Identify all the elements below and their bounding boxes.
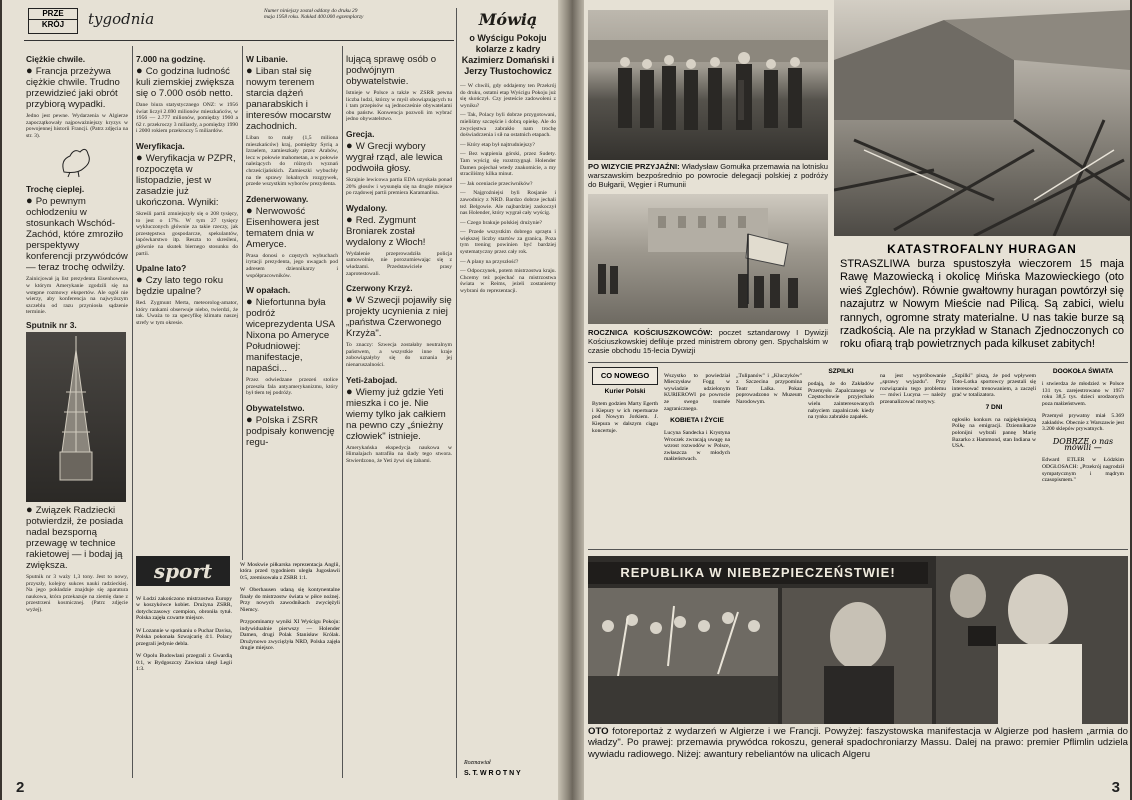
co-nowego-col-6	[952, 367, 1036, 455]
column-rule	[132, 46, 133, 778]
page-number-right: 3	[1111, 779, 1120, 796]
text-w-libanie: Liban to mały (1,5 miliona mieszkańców) kraj, pomiędzy Syrią a Izraelem, zamieszkały przez Arabów, lecz w połowie mahometan, a w połowie należących do różnych wyznań chrześcijańskich. Zamieszki wybuchły na tle sprawy lokalnych rozgrywek, przede wszystkim wyborów prezydenta.	[246, 135, 338, 188]
interview-paragraph: — Najgroźniejsi byli Rosjanie i zawodnicy z NRD. Bardzo dobrze jechali też Belgowie. Ale najbardziej zaskoczył nas Holender, który wygrał cały wyścig.	[460, 190, 556, 217]
sport-text: W Oberhausen udaną się kontynentalne finały do mistrzostw świata w piłce nożnej. Przy nowych zawodnikach zwyciężyli Niemcy.	[240, 586, 340, 613]
heading-sputnik: Sputnik nr 3.	[26, 319, 77, 330]
text-w-opalach: Przez odwiedzane przezeń stolice przeszła fala antyamerykanizmu, który był tłem tej podróży.	[246, 377, 338, 397]
heading-w-libanie: W Libanie.	[246, 54, 288, 64]
column-rule	[242, 46, 243, 560]
photo-kosciuszko-parade	[588, 194, 828, 324]
heading-obywatelstwo: Obywatelstwo.	[246, 402, 305, 413]
algier-photos	[588, 556, 1128, 724]
co-nowego-text: ogłosiło konkurs na najpiękniejszą Polkę na emigracji. Dziennikarze polonijni wybrali pannę Marię Bazarko z Hammond, stan Indiana w USA.	[952, 416, 1036, 450]
spine-gutter	[558, 0, 584, 800]
column-4	[346, 54, 452, 780]
text-ciezkie-chwile: Jedno jest pewne. Wydarzenia w Algierze zapoczątkowały najpoważniejszy kryzys w powojennej historii Francji. (Patrz zdjęcia na str. 3).	[26, 113, 128, 139]
lead-obywatelstwo-cont: lującą sprawę osób o podwójnym obywatelstwie.	[346, 54, 437, 87]
column-2	[136, 54, 238, 480]
mowia-byline: S. T. W R O T N Y	[464, 770, 521, 777]
lead-upalne-lato: ● Czy lato tego roku będzie upalne?	[136, 274, 224, 298]
heading-troche-cieplej: Trochę cieplej.	[26, 184, 85, 195]
lead-ciezkie-chwile: ● Francja przeżywa ciężkie chwile. Trudno przewidzieć jaki obrót przybiorą wypadki.	[26, 65, 120, 110]
dobrze-o-nas-note: DOBRZE o nas mówili —	[1052, 436, 1114, 453]
logo-bottom: KRÓJ	[41, 20, 65, 29]
masthead-rule	[24, 40, 454, 41]
lead-czerwony-krzyz: ● W Szwecji pojawiły się projekty ucynienia z niej „państwa Czerwonego Krzyża".	[346, 294, 452, 340]
mowia-body	[460, 83, 556, 295]
lead-weryfikacja: ● Weryfikacja w PZPR, rozpoczęta w listopadzie, jest w zasadzie już ukończona. Wyniki:	[136, 151, 236, 208]
heading-wydalony: Wydalony.	[346, 202, 388, 213]
hurricane-title: KATASTROFALNY HURAGAN	[887, 242, 1077, 256]
co-nowego-col-2	[664, 367, 730, 469]
text-obywatelstwo: Istnieje w Polsce a także w ZSRR pewna liczba ludzi, którzy w myśl obowiązujących tu i tam przepisów są jednocześnie obywatelami obu państw. Konwencja pozwoli im wybrać jedno obywatelstwo.	[346, 90, 452, 123]
heading-czerwony-krzyz: Czerwony Krzyż.	[346, 283, 413, 294]
left-page	[2, 0, 558, 800]
co-nowego-text: Wszystko to powiedział Mieczysław Fogg w wywiadzie udzielonym KURIEROWI po powrocie ze swego tournée zagranicznego.	[664, 372, 730, 412]
lead-yeti: ● Wiemy już gdzie Yeti mieszka i co je. Nie wiemy tylko jak całkiem na pewno czy „śnieżny człowiek" istnieje.	[346, 385, 446, 442]
7-dni-heading: 7 DNI	[985, 403, 1003, 411]
szpilki-heading: SZPILKI	[828, 368, 854, 375]
dookola-swiata-heading: DOOKOŁA ŚWIATA	[1052, 368, 1114, 375]
right-page	[584, 0, 1130, 800]
co-nowego-col-1	[592, 387, 658, 440]
text-weryfikacja: Skreśli partii zmniejszyły się o 208 tysięcy, to jest o 17%. W tym 27 tysięcy wykluczonych głównie za takie rzeczy, jak przestępstwa gospodarcze, spekulantów, łapówkarstwo itp. Reszta to skreśleni, głównie na skutek biernego stosunku do partii.	[136, 210, 238, 257]
column-rule	[456, 8, 457, 778]
caption-algier: OTO fotoreportaż z wydarzeń w Algierze i we Francji. Powyżej: faszystowska manifestacja w Algierze pod hasłem „armia do władzy". Po prawej: przemawia prywódca rokoszu, generał spadochroniarzy Massu. Dalej na prawo: premier Pflimlin udziela wywiadu radiowego. Niżej: awantury rebeliantów na ulicach Algeru	[588, 726, 1128, 760]
mowia-subtitle: o Wyścigu Pokoju kolarze z kadry Kazimierz Domański i Jerzy Tłustochowicz	[461, 33, 555, 76]
sport-col-2	[240, 556, 340, 658]
column-rule	[342, 46, 343, 778]
co-nowego-text: na jest wypróbowanie „sprawy wyjazdu". Przy rozwiązaniu tego problemu — mówi Lucyna — należy przeanalizować motywy.	[880, 372, 946, 405]
interview-paragraph: — Jak oceniacie przeciwników?	[460, 180, 533, 187]
caption-gomulka: PO WIZYCIE PRZYJAŹNI: Władysław Gomułka przemawia na lotnisku warszawskim bezpośrednio po powrocie delegacji polskiej z podróży do Bułgarii, Węgier i Rumunii	[588, 162, 828, 189]
mowia-byline-label: Rozmawiał	[464, 760, 491, 766]
column-1	[26, 54, 128, 780]
lead-7000: ● Co godzina ludność kuli ziemskiej zwiększa się o 7.000 osób netto.	[136, 65, 235, 99]
lead-sputnik: ● Związek Radziecki potwierdził, że posiada nadal bezsporną przewagę w technice rakietowej — i bodaj ją zwiększa.	[26, 503, 124, 571]
co-nowego-section	[588, 362, 1128, 550]
algier-photo-block	[588, 556, 1128, 724]
hurricane-article	[840, 242, 1124, 352]
photo-gomulka-airport	[588, 10, 828, 160]
page-number-left: 2	[16, 779, 25, 796]
heading-yeti: Yeti-żabojad.	[346, 374, 398, 385]
lead-w-opalach: ● Niefortunna była podróż wiceprezydenta USA Nixona po Ameryce Południowej: manifestacje, napaści...	[246, 296, 335, 375]
co-nowego-logo: CO NOWEGO	[592, 367, 658, 385]
rooster-illustration	[56, 142, 96, 178]
text-czerwony-krzyz: To znaczy: Szwecja zostałaby neutralnym państwem, a wszystkie inne kraje zobowiązałyby się do uznania jej nienaruszalności.	[346, 342, 452, 368]
mowia-column	[460, 10, 556, 780]
masthead-title: tygodnia	[88, 10, 155, 28]
interview-paragraph: — Czego brakuje polskiej drużynie?	[460, 219, 543, 226]
sport-title: sport	[136, 556, 230, 586]
co-nowego-col-5	[880, 367, 946, 411]
mowia-title: Mówią	[478, 10, 538, 29]
text-yeti: Amerykańska ekspedycja naukowa w Himalajach natrafiła na ślady tego stwora. Stwierdzono, że Yeti żywi się żabami.	[346, 444, 452, 464]
issue-note: Numer niniejszy został oddany do druku 29 maja 1958 roku. Nakład 400.000 egzemplarzy	[264, 8, 364, 21]
sport-col-1	[136, 590, 232, 678]
heading-weryfikacja: Weryfikacja.	[136, 140, 185, 151]
sport-text: W Opolu Budowlani przegrali z Gwardią 0:1, w Bydgoszczy Zawisza uległ Legii 1:3.	[136, 652, 232, 673]
interview-paragraph: — Odpoczynek, potem mistrzostwa kraju. Chcemy też pojechać na mistrzostwa świata w Reims, jeżeli zostaniemy wybrani do reprezentacji.	[460, 268, 556, 295]
lead-troche-cieplej: ● Po pewnym ochłodzeniu w stosunkach Wschód-Zachód, które zmroziło perspektywy konferencji przywódców — teraz trochę odwilży.	[26, 195, 128, 274]
lead-zdenerwowany: ● Nerwowość Eisenhowera jest tematem dnia w Ameryce.	[246, 204, 320, 250]
algier-banner: REPUBLIKA W NIEBEZPIECZEŃSTWIE!	[588, 562, 928, 584]
co-nowego-text: Lucyna Sandecka i Krystyna Wroczek zwracają uwagę na wzrost rozwodów w Polsce, zwłaszcza w młodych małżeństwach.	[664, 429, 730, 463]
text-sputnik: Sputnik nr 3 waży 1,3 tony. Jest to nowy, przyszły, kolejny sukces nauki radzieckiej. Na jego pokładzie znajduje się aparatura naukowa, która przekazuje na ziemię dane z przestrzeni kosmicznej. (Patrz zdjęcie wyżej).	[26, 573, 128, 613]
co-nowego-text: podają, że do Zakładów Przemysłu Zapalczanego w Częstochowie przyjechało wielu zainteresowanych nabyciem zapalniczek kiedy na rynku zabrakło zapałek.	[808, 381, 874, 421]
text-7000: Dane biura statystycznego ONZ: w 1956 świat liczył 2.690 milionów mieszkańców, w 1956 — 2.777 milionów, pomiędzy 1960 a 62 r. przekroczy 3 miliardy, a pomiędzy 1990 i 2000 rokiem przekroczy 5 miliardów.	[136, 102, 238, 135]
interview-paragraph: — Bez wątpienia górski, przez Sudety. Tam wyścig się rozstrzygnął. Holender Damen pojechał wtedy znakomicie, a my straciliśmy kilka minut.	[460, 151, 556, 178]
sport-text: W Moskwie piłkarska reprezentacja Anglii, która przed tygodniem uległa Jugosławii 0:5, zremisowała z ZSRR 1:1.	[240, 561, 340, 581]
lead-w-libanie: ● Liban stał się nowym terenem starcia dążeń panarabskich i interesów mocarstw zachodnich.	[246, 65, 331, 132]
sport-text: Przypominamy wyniki XI Wyścigu Pokoju: indywidualnie pierwszy — Holender Damen, drugi Polak Stanisław Królak. Drużynowo zwyciężyła NRD, Polska zajęła drugie miejsce.	[240, 618, 340, 652]
sputnik-illustration	[26, 332, 126, 502]
heading-grecja: Grecja.	[346, 128, 375, 139]
co-nowego-text: „Tulipanów" i „Kluczyków" z Szczecina przypomina Teatr Lalka. Pokaz poprowadzono w Muzeum Narodowym.	[736, 372, 802, 405]
co-nowego-text: „Szpilki" piszą, że pod wpływem Toto-Lotka sportowcy przestali się interesować trenowaniem, a zaczęli grać w totalizatora.	[952, 372, 1036, 399]
kobieta-i-zycie-heading: KOBIETA I ŻYCIE	[670, 416, 724, 424]
sport-text: W Łodzi zakończono mistrzostwa Europy w koszykówce kobiet. Drużyna ZSRR, dotychczasowy czempion, obroniła tytuł. Polska zajęła czwarte miejsce.	[136, 595, 232, 622]
text-troche-cieplej: Zainicjował ją list prezydenta Eisenhowera, w którym Amerykanie zgodzili się na wstępne rozmowy ekspertów. Ale ogół nie wierzy, aby konferencja na najwyższym szczeblu od razu przyniosła sądzenie terminie.	[26, 276, 128, 316]
co-nowego-text: Przemysł prywatny miał 5.369 zakładów. Obecnie z Warszawie jest 3.200 sklepów prywatnych.	[1042, 413, 1124, 433]
co-nowego-text: Bytem godzien Marty Egerth i Kiepury w ich repertuarze pod Nowym Jorkiem. J. Kiepura w dalszym ciągu koncertuje.	[592, 401, 658, 434]
interview-paragraph: — W chwili, gdy oddajemy ten Przekrój do druku, ostatni etap Wyścigu Pokoju już się skończył. Czy jesteście zadowoleni z wyniku?	[460, 83, 556, 109]
interview-paragraph: — Tak, Polacy byli dobrze przygotowani, mieliśmy szczęście i dobrą opiekę. Ale do zwycięstwa zabrakło nam trochę doświadczenia i sił na ostatnich etapach.	[460, 112, 556, 139]
hurricane-text: STRASZLIWA burza spustoszyła wieczorem 15 maja Rawę Mazowiecką i okolicę Mińska Mazowieckiego (oto wieś Zglechów). Równie gwałtowny huragan powtórzył się nazajutrz w Nowym Mieście nad Pilicą. Są zabici, wielu rannych, ogromne straty materialne. U nas takie burze są rzadkością. Ale na przykład w Stanach Zjednoczonych co roku ofiarą trąb powietrznych pada kilkuset zabitych!	[840, 258, 1124, 351]
interview-paragraph: — Przede wszystkim dobrego sprzętu i większej liczby startów za granicą. Poza tym trening powinien być bardziej systematyczny przez cały rok.	[460, 229, 556, 256]
co-nowego-text: i stwierdza że młodzież w Polsce 131 tys. zarejestrowano w 1957 roku 38,5 tys. dzieci urodzonych poza małżeństwem.	[1042, 381, 1124, 407]
text-upalne-lato: Red. Zygmunt Merta, meteorolog-amator, który rankami obserwuje niebo, twierdzi, że tak. Uważa to za specyfikę klimatu naszej strefy w tym okresie.	[136, 300, 238, 326]
co-nowego-col-7	[1042, 367, 1124, 489]
sport-text: W Lozannie w spotkaniu o Puchar Davisa, Polska pokonała Szwajcarię 4:1. Polacy przegrali jedynie debla.	[136, 627, 232, 647]
heading-7000: 7.000 na godzinę.	[136, 54, 206, 64]
kurier-polski-heading: Kurier Polski	[604, 388, 646, 395]
photo-hurricane-debris	[834, 0, 1130, 236]
co-nowego-text: Edward ETLER w Łódzkim ODGŁOSACH: „Przekrój nagrodził sympatycznym i mądrym czasopismem."	[1042, 457, 1124, 484]
lead-wydalony: ● Red. Zygmunt Broniarek został wydalony z Włoch!	[346, 213, 426, 248]
sport-section	[136, 556, 340, 778]
co-nowego-col-3	[736, 367, 802, 411]
lead-obywatelstwo: ● Polska i ZSRR podpisały konwencję regu-	[246, 413, 335, 448]
heading-zdenerwowany: Zdenerwowany.	[246, 193, 309, 204]
caption-kosciuszko: ROCZNICA KOŚCIUSZKOWCÓW: poczet sztandarowy I Dywizji Kościuszkowskiej defiluje przed ministrem obrony gen. Spychalskim w czasie obchodu 15-lecia Dywizji	[588, 328, 828, 355]
text-wydalony: Wydalenie przeprowadziła policja samowolnie, nie porozumiewając się z władzami. Przedstawiciele prasy zaprotestowali.	[346, 250, 452, 277]
text-grecja: Skrajnie lewicowa partia EDA uzyskała ponad 20% głosów i wysunęła się na drugie miejsce po rządowej partii premiera Karamanlisa.	[346, 176, 452, 197]
heading-upalne-lato: Upalne lato?	[136, 263, 187, 274]
text-zdenerwowany: Prasa donosi o częstych wybuchach irytacji prezydenta, jego uwagach pod adresem dziennikarzy i współpracowników.	[246, 252, 338, 279]
interview-paragraph: — A plany na przyszłość?	[460, 258, 519, 265]
logo-top: PRZE	[29, 9, 77, 20]
heading-ciezkie-chwile: Ciężkie chwile.	[26, 54, 86, 64]
co-nowego-col-4	[808, 367, 874, 426]
przekroj-logo	[28, 8, 78, 34]
heading-w-opalach: W opałach.	[246, 285, 291, 296]
column-3	[246, 54, 338, 540]
interview-paragraph: — Który etap był najtrudniejszy?	[460, 141, 535, 148]
lead-grecja: ● W Grecji wybory wygrał rząd, ale lewica podwoiła głosy.	[346, 139, 443, 174]
